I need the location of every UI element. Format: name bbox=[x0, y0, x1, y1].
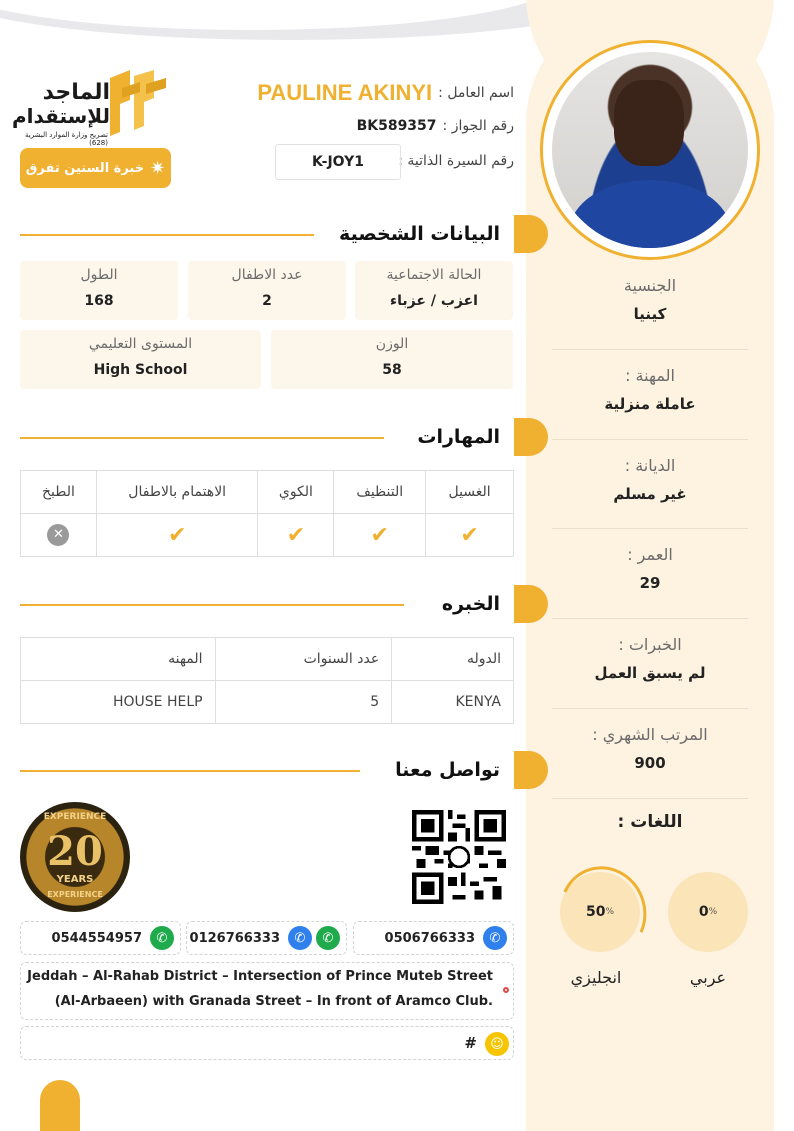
sidebar-field-nationality bbox=[552, 272, 748, 328]
table-row bbox=[21, 681, 514, 724]
skill-status-cell bbox=[426, 514, 514, 557]
sidebar-field-experience bbox=[552, 631, 748, 687]
worker-name-row bbox=[257, 78, 514, 108]
passport-row bbox=[357, 111, 514, 141]
divider bbox=[552, 349, 748, 350]
card-children bbox=[188, 261, 346, 320]
star-icon: ✷ bbox=[150, 157, 166, 179]
experience-header-row bbox=[21, 638, 514, 681]
column-header: المهنه bbox=[21, 638, 216, 681]
sidebar-field-religion bbox=[552, 452, 748, 508]
phone-number: 0506766333 bbox=[384, 930, 475, 946]
divider bbox=[552, 439, 748, 440]
phone-contact-2[interactable] bbox=[186, 921, 347, 955]
card-marital-status bbox=[355, 261, 513, 320]
divider bbox=[552, 798, 748, 799]
card-value: High School bbox=[93, 362, 188, 378]
card-height bbox=[20, 261, 178, 320]
footer-tab bbox=[40, 1080, 80, 1131]
language-english-name: انجليزي bbox=[570, 968, 622, 987]
skills-table bbox=[20, 470, 514, 557]
section-title: المهارات bbox=[417, 426, 500, 448]
lang-value: 50 bbox=[585, 904, 606, 920]
field-label: الخبرات : bbox=[618, 635, 682, 654]
phone-number: 0544554957 bbox=[51, 930, 142, 946]
field-label: المهنة : bbox=[625, 366, 675, 385]
field-value: لم يسبق العمل bbox=[594, 664, 706, 682]
divider bbox=[552, 708, 748, 709]
brand-name-line2: للإستقدام bbox=[12, 104, 110, 128]
experience-table bbox=[20, 637, 514, 724]
check-icon: ✔ bbox=[460, 522, 479, 548]
cell-job: HOUSE HELP bbox=[21, 681, 216, 724]
check-icon: ✔ bbox=[167, 522, 187, 548]
section-title: الخبره bbox=[441, 593, 500, 615]
worker-photo-frame bbox=[540, 40, 760, 260]
skill-label: الغسيل bbox=[426, 471, 514, 514]
lang-pct: % bbox=[708, 907, 718, 917]
skill-status-cell bbox=[96, 514, 258, 557]
sidebar-field-age bbox=[552, 541, 748, 597]
phone-contact-3[interactable] bbox=[20, 921, 181, 955]
languages-title: اللغات : bbox=[617, 812, 683, 832]
skill-label: الكوي bbox=[258, 471, 334, 514]
field-value: 29 bbox=[639, 574, 661, 592]
whatsapp-qr-code[interactable] bbox=[412, 810, 506, 904]
check-icon: ✔ bbox=[370, 522, 389, 548]
field-label: العمر : bbox=[627, 545, 673, 564]
x-circle-icon: ✕ bbox=[47, 524, 69, 546]
section-line bbox=[20, 770, 360, 772]
section-line bbox=[20, 604, 404, 606]
section-title: تواصل معنا bbox=[395, 759, 500, 781]
sidebar-field-profession bbox=[552, 362, 748, 418]
photo-shoulders bbox=[570, 180, 730, 248]
card-label: المستوى التعليمي bbox=[88, 336, 193, 352]
phone-number: 0126766333 bbox=[189, 930, 280, 946]
lang-pct: % bbox=[605, 907, 615, 917]
personal-section-header bbox=[339, 215, 514, 253]
skill-status-cell bbox=[258, 514, 334, 557]
brand-logo-icon bbox=[100, 70, 168, 140]
skill-status-cell bbox=[334, 514, 426, 557]
experience-section-header bbox=[442, 585, 514, 623]
contact-section-header bbox=[395, 751, 514, 789]
divider bbox=[552, 618, 748, 619]
skills-header-row bbox=[21, 471, 514, 514]
card-weight bbox=[271, 330, 513, 389]
snapchat-box[interactable] bbox=[20, 1026, 514, 1060]
cell-years: 5 bbox=[215, 681, 392, 724]
card-label: الوزن bbox=[375, 336, 409, 352]
seal-top-text: EXPERIENCE bbox=[43, 812, 107, 822]
lang-value: 0 bbox=[698, 904, 709, 920]
experience-seal bbox=[20, 802, 130, 912]
whatsapp-icon[interactable]: ✆ bbox=[150, 926, 174, 950]
location-pin-icon bbox=[503, 987, 509, 993]
snapchat-icon[interactable]: ☺ bbox=[485, 1032, 509, 1056]
address-box bbox=[20, 962, 514, 1020]
column-header: عدد السنوات bbox=[215, 638, 392, 681]
skill-label: الاهتمام بالاطفال bbox=[96, 471, 258, 514]
skills-status-row bbox=[21, 514, 514, 557]
snapchat-handle: # bbox=[464, 1034, 477, 1052]
phone-contact-1[interactable] bbox=[353, 921, 514, 955]
field-label: الجنسية bbox=[623, 276, 677, 295]
cell-country: KENYA bbox=[392, 681, 514, 724]
section-line bbox=[20, 437, 384, 439]
brand-name-line1: الماجد bbox=[42, 80, 110, 105]
field-label: المرتب الشهري : bbox=[592, 725, 708, 744]
passport-label: رقم الجواز : bbox=[442, 118, 514, 134]
photo-face bbox=[614, 80, 684, 166]
card-label: عدد الاطفال bbox=[231, 267, 303, 283]
field-value: كينيا bbox=[633, 305, 667, 323]
name-label: اسم العامل : bbox=[438, 85, 514, 101]
phone-call-icon[interactable]: ✆ bbox=[483, 926, 507, 950]
divider bbox=[552, 528, 748, 529]
field-value: عاملة منزلية bbox=[604, 395, 696, 413]
field-value: غير مسلم bbox=[613, 485, 687, 503]
cv-number: K-JOY1 bbox=[312, 154, 364, 170]
card-label: الطول bbox=[80, 267, 118, 283]
address-line-2: (Al-Arbaeen) with Granada Street – In front of Aramco Club. bbox=[54, 994, 493, 1009]
language-arabic-name: عربي bbox=[689, 968, 727, 987]
worker-photo bbox=[552, 52, 748, 248]
skill-label: التنظيف bbox=[334, 471, 426, 514]
address-line-1: Jeddah – Al-Rahab District – Intersection of Prince Muteb Street bbox=[27, 969, 493, 984]
field-value: 900 bbox=[634, 754, 666, 772]
card-education bbox=[20, 330, 261, 389]
whatsapp-icon[interactable]: ✆ bbox=[316, 926, 340, 950]
cv-row bbox=[398, 146, 514, 176]
worker-name: PAULINE AKINYI bbox=[257, 80, 433, 105]
cv-label: رقم السيرة الذاتية : bbox=[398, 153, 514, 169]
field-label: الديانة : bbox=[624, 456, 676, 475]
skill-status-cell bbox=[21, 514, 97, 557]
phone-call-icon[interactable]: ✆ bbox=[288, 926, 312, 950]
language-arabic-level bbox=[668, 872, 748, 952]
brand-license: تصريح وزارة الموارد البشرية (628) bbox=[25, 131, 108, 147]
skills-section-header bbox=[417, 418, 514, 456]
seal-bottom-text: EXPERIENCE bbox=[47, 890, 103, 899]
skill-label: الطبخ bbox=[21, 471, 97, 514]
card-value: 168 bbox=[84, 293, 114, 309]
passport-number: BK589357 bbox=[356, 118, 437, 134]
card-value: 2 bbox=[262, 293, 272, 309]
seal-number: 20 bbox=[47, 828, 103, 875]
sidebar-field-salary bbox=[552, 721, 748, 777]
cv-number-box bbox=[275, 144, 401, 180]
card-value: 58 bbox=[382, 362, 402, 378]
column-header: الدوله bbox=[392, 638, 514, 681]
check-icon: ✔ bbox=[286, 522, 306, 548]
seal-years: YEARS bbox=[56, 874, 94, 885]
brand-badge bbox=[20, 148, 171, 188]
card-value: اعزب / عزباء bbox=[390, 293, 478, 309]
badge-text: خبرة السنين تفرق bbox=[25, 160, 145, 176]
section-title: البيانات الشخصية bbox=[339, 223, 500, 245]
section-line bbox=[20, 234, 314, 236]
card-label: الحالة الاجتماعية bbox=[386, 267, 482, 283]
